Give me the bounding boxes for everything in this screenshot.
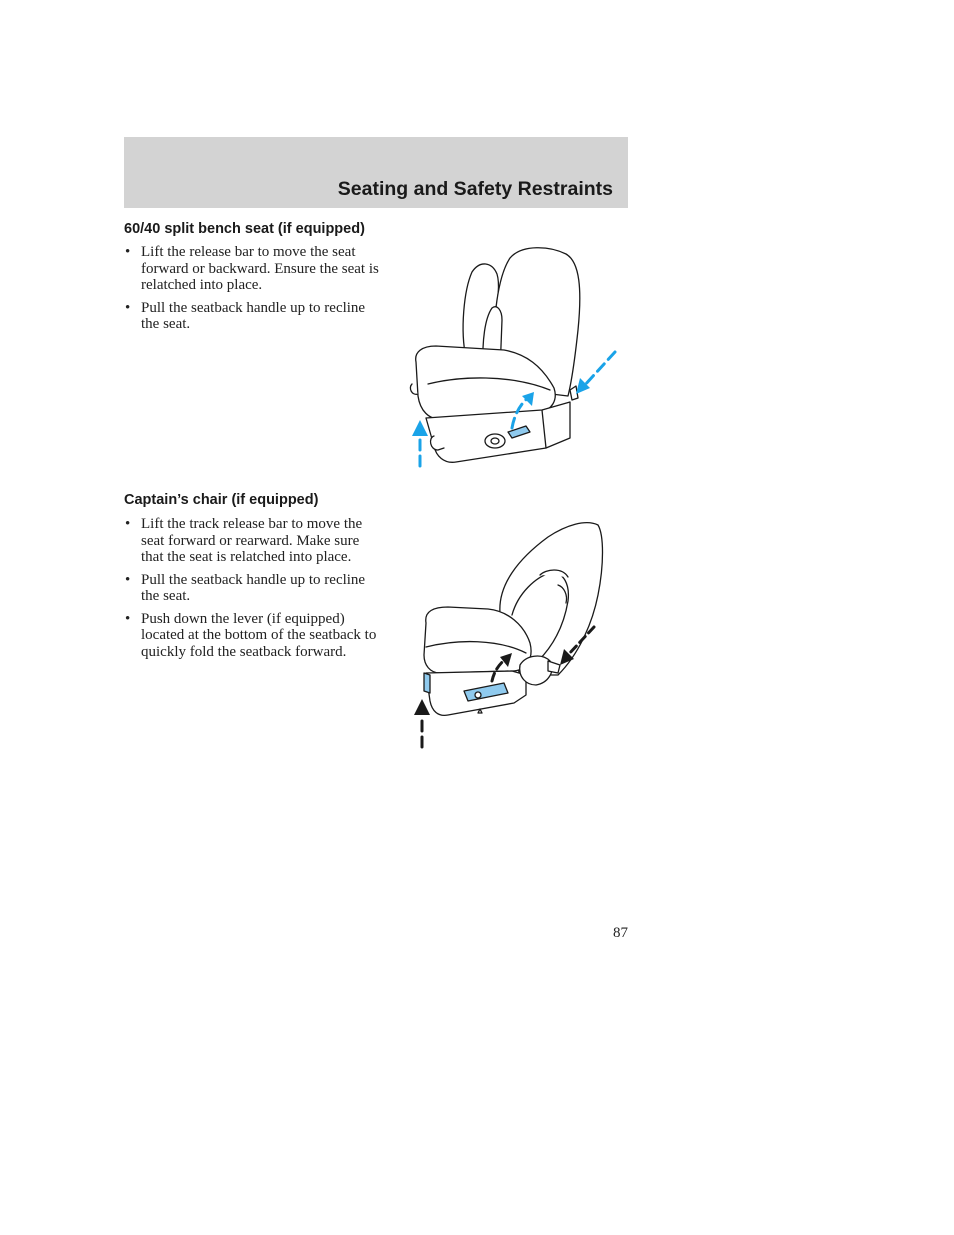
list-item <box>124 244 384 294</box>
bullet-text: Push down the lever (if equipped) located at the bottom of the seatback to quickly fold the seatback forward. <box>141 610 377 660</box>
section-heading-captains-chair: Captain’s chair (if equipped) <box>124 492 319 508</box>
list-item <box>124 572 384 605</box>
section-heading-bench-seat: 60/40 split bench seat (if equipped) <box>124 221 365 237</box>
bullet-text: Lift the track release bar to move the seat forward or rearward. Make sure that the seat is relatched into place. <box>141 516 363 565</box>
bench-seat-illustration <box>400 240 630 475</box>
bullet-icon: • <box>125 299 131 316</box>
bullet-text: Pull the seatback handle up to recline the seat. <box>141 571 366 604</box>
chapter-header-band <box>124 137 628 208</box>
captains-chair-illustration <box>408 515 608 753</box>
chapter-title: Seating and Safety Restraints <box>337 178 613 200</box>
list-item <box>124 516 384 566</box>
bullet-icon: • <box>125 244 131 260</box>
bullet-text: Lift the release bar to move the seat forward or backward. Ensure the seat is relatched into place. <box>141 244 379 293</box>
bullet-icon: • <box>125 516 131 532</box>
page-number: 87 <box>613 925 628 941</box>
bullet-icon: • <box>125 610 131 627</box>
list-item <box>124 300 384 333</box>
bullet-text: Pull the seatback handle up to recline the seat. <box>141 299 366 332</box>
list-item <box>124 611 384 661</box>
bench-seat-instructions <box>124 244 384 339</box>
bullet-icon: • <box>125 571 131 588</box>
captains-chair-instructions <box>124 516 384 666</box>
